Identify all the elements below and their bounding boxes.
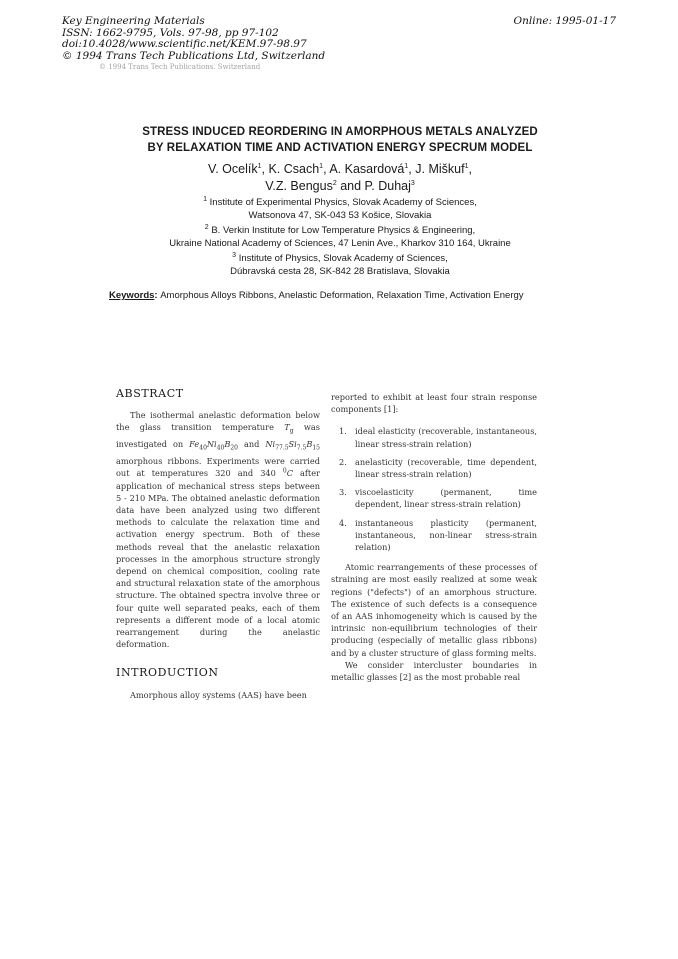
title-line-1: STRESS INDUCED REORDERING IN AMORPHOUS METALS ANALYZED xyxy=(142,126,538,138)
separator: , xyxy=(468,162,472,176)
element: Ni xyxy=(206,439,217,450)
affiliation-line: Institute of Physics, Slovak Academy of Sciences, xyxy=(238,253,448,264)
author-sup: 3 xyxy=(410,179,415,187)
affiliation-sup: 1 xyxy=(203,195,208,203)
element: Si xyxy=(288,439,297,450)
abstract-part: amorphous ribbons. Experiments were carried out at temperatures 320 and 340 xyxy=(116,456,320,479)
right-column xyxy=(331,391,537,683)
abstract-heading: ABSTRACT xyxy=(116,387,184,400)
introduction-heading: INTRODUCTION xyxy=(116,666,219,680)
list-text: instantaneous plasticity (permanent, instantaneous, non-linear stress-strain relation) xyxy=(355,517,537,553)
subscript: 20 xyxy=(230,444,238,452)
affiliation-3 xyxy=(80,253,600,278)
affiliation-line: Ukraine National Academy of Sciences, 47 Lenin Ave., Kharkov 310 164, Ukraine xyxy=(169,237,511,249)
unit: C xyxy=(286,468,293,479)
left-column xyxy=(116,388,320,701)
list-number: 2. xyxy=(339,456,347,467)
element: B xyxy=(306,439,313,450)
separator: , xyxy=(323,162,330,176)
abstract-part: was investigated on xyxy=(116,422,320,450)
math-symbol: T xyxy=(284,422,290,433)
abstract-text xyxy=(116,409,320,650)
keywords-block xyxy=(109,290,539,303)
list-text: viscoelasticity (permanent, time dependent, linear stress-strain relation) xyxy=(355,487,537,510)
list-number: 1. xyxy=(339,426,347,437)
doi-link[interactable]: doi:10.4028/www.scientific.net/KEM.97-98.97 xyxy=(62,38,307,50)
element: B xyxy=(224,439,231,450)
affiliation-line: Watsonova 47, SK-043 53 Košice, Slovakia xyxy=(248,209,432,221)
journal-header xyxy=(62,16,325,62)
keywords-label: Keywords xyxy=(109,290,155,301)
paragraph: Atomic rearrangements of these processes of straining are most easily realized at some weak regions ("defects") of an amorphous structure. The existence of such defects is a consequence of an AAS inhomogeneity which is caused by the intrinsic non-equilibrium technologies of their producing (especially of metallic glass ribbons) and by a cluster structure of glass forming melts. xyxy=(331,562,537,658)
list-item xyxy=(331,425,537,449)
separator: and xyxy=(336,179,365,193)
author-sup: 1 xyxy=(257,162,262,170)
journal-name: Key Engineering Materials xyxy=(62,15,205,27)
abstract-part: and xyxy=(238,439,266,450)
author: A. Kasardová xyxy=(329,162,405,176)
faint-copyright-line: © 1994 Trans Tech Publications, Switzerland xyxy=(99,63,261,69)
copyright-line: © 1994 Trans Tech Publications Ltd, Switzerland xyxy=(62,49,326,62)
author-sup: 1 xyxy=(404,162,409,170)
affiliation-2 xyxy=(80,225,600,250)
keywords-text: Amorphous Alloys Ribbons, Anelastic Deformation, Relaxation Time, Activation Energy xyxy=(160,290,524,301)
paragraph: reported to exhibit at least four strain response components [1]: xyxy=(331,392,537,415)
keywords-colon: : xyxy=(154,290,161,301)
issn-line: ISSN: 1662-9795, Vols. 97-98, pp 97-102 xyxy=(62,26,279,39)
list-item xyxy=(331,517,537,554)
affiliation-line: Institute of Experimental Physics, Slovak Academy of Sciences, xyxy=(209,197,477,208)
element: Ni xyxy=(265,439,276,450)
abstract-part: after application of mechanical stress steps between 5 - 210 MPa. The obtained anelastic deformation data have been analyzed using two different methods to calculate the relaxation time and activation energy spectrum. Both of these methods reveal that the anelastic relaxation processes in the amorphous structure strongly depend on chemical composition, cooling rate and structural relaxation state of the amorphous structure. The obtained spectra involve three or four quite well separated peaks, each of them represents a different mode of a local atomic rearrangement during the anelastic deformation. xyxy=(116,468,320,650)
list-text: anelasticity (recoverable, time dependent, linear stress-strain relation) xyxy=(355,456,537,480)
separator: , xyxy=(261,162,269,176)
list-item xyxy=(331,486,537,510)
online-date: Online: 1995-01-17 xyxy=(513,15,616,27)
strain-components-list xyxy=(331,425,537,553)
author-line-2 xyxy=(80,178,600,195)
math-sub: g xyxy=(289,428,294,436)
separator: , xyxy=(408,162,416,176)
subscript: 77.5 xyxy=(275,444,289,452)
affiliation-line: B. Verkin Institute for Low Temperature Physics & Engineering, xyxy=(211,225,476,236)
list-number: 4. xyxy=(339,517,347,528)
introduction-text: Amorphous alloy systems (AAS) have been xyxy=(130,689,307,700)
subscript: 40 xyxy=(199,444,207,452)
abstract-part: The isothermal anelastic deformation below the glass transition temperature xyxy=(116,410,320,433)
author: V.Z. Bengus xyxy=(265,179,333,193)
title-line-2: BY RELAXATION TIME AND ACTIVATION ENERGY SPECRUM MODEL xyxy=(147,142,533,154)
affiliation-sup: 2 xyxy=(204,223,209,231)
subscript: 7.5 xyxy=(296,444,307,452)
affiliation-sup: 3 xyxy=(232,251,237,259)
author: V. Ocelík xyxy=(208,162,258,176)
paragraph: We consider intercluster boundaries in metallic glasses [2] as the most probable real xyxy=(331,659,537,683)
affiliation-line: Dúbravská cesta 28, SK-842 28 Bratislava, Slovakia xyxy=(230,265,450,277)
author: K. Csach xyxy=(268,162,320,176)
element: Fe xyxy=(189,439,200,450)
affiliation-1 xyxy=(80,197,600,222)
paper-title xyxy=(80,124,600,156)
author: P. Duhaj xyxy=(364,179,411,193)
alloy-formula xyxy=(189,439,238,452)
degree-sup: 0 xyxy=(282,467,287,475)
author: J. Miškuf xyxy=(415,162,465,176)
list-text: ideal elasticity (recoverable, instantaneous, linear stress-strain relation) xyxy=(355,426,537,449)
list-item xyxy=(331,456,537,480)
subscript: 15 xyxy=(312,444,320,452)
subscript: 40 xyxy=(216,444,225,452)
author-sup: 2 xyxy=(332,179,337,187)
author-list xyxy=(80,161,600,195)
list-number: 3. xyxy=(339,487,347,498)
alloy-formula xyxy=(265,439,320,452)
author-sup: 1 xyxy=(464,162,469,170)
author-sup: 1 xyxy=(319,162,324,170)
author-line-1 xyxy=(80,161,600,178)
